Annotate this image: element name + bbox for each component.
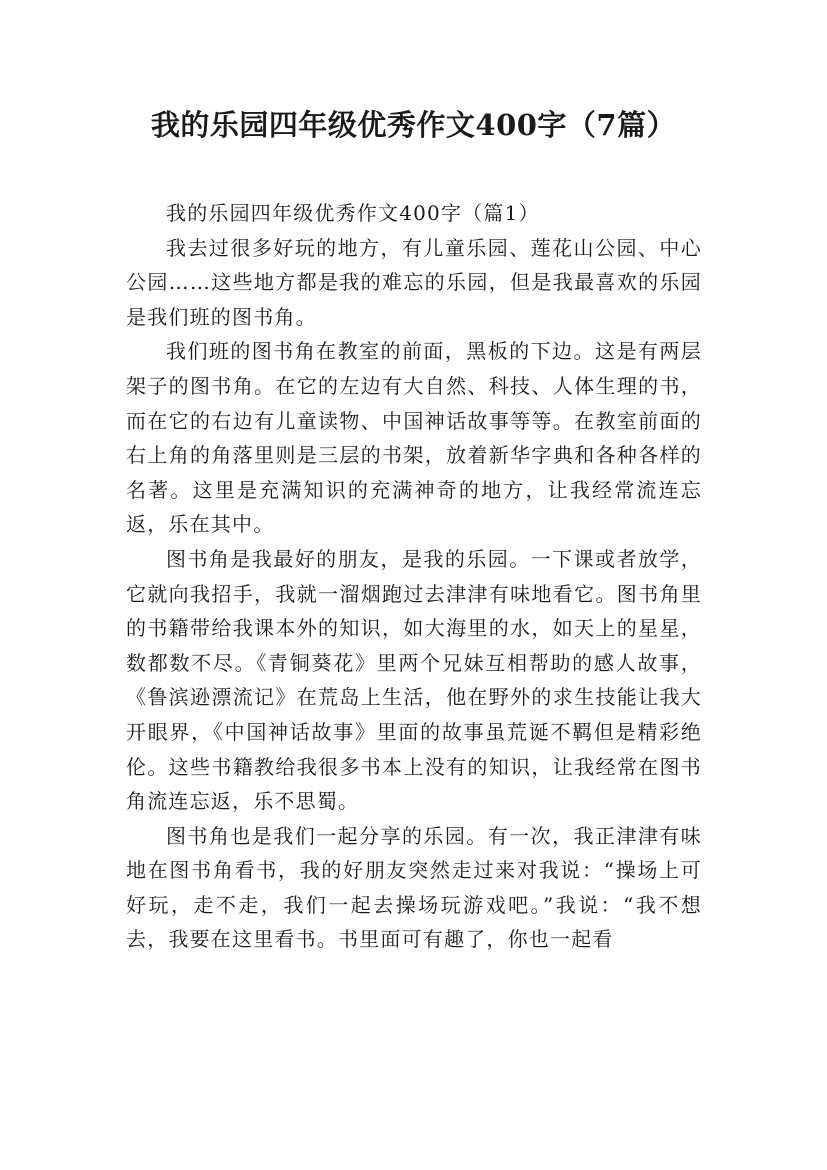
document-title: 我的乐园四年级优秀作文400字（7篇） xyxy=(150,108,677,142)
paragraph-4: 图书角也是我们一起分享的乐园。有一次，我正津津有味地在图书角看书，我的好朋友突然走过来对我说：“操场上可好玩，走不走，我们一起去操场玩游戏吧。”我说：“我不想去，我要在这里看书。书里面可有趣了，你也一起看 xyxy=(126,823,702,952)
paragraph-2: 我们班的图书角在教室的前面，黑板的下边。这是有两层架子的图书角。在它的左边有大自然、科技、人体生理的书，而在它的右边有儿童读物、中国神话故事等等。在教室前面的右上角的角落里则是三层的书架，放着新华字典和各种各样的名著。这里是充满知识的充满神奇的地方，让我经常流连忘返，乐在其中。 xyxy=(126,339,702,537)
article-subtitle: 我的乐园四年级优秀作文400字（篇1） xyxy=(166,201,540,225)
paragraph-1: 我去过很多好玩的地方，有儿童乐园、莲花山公园、中心公园……这些地方都是我的难忘的乐园，但是我最喜欢的乐园是我们班的图书角。 xyxy=(126,235,702,329)
article-body xyxy=(126,196,702,957)
paragraph-3: 图书角是我最好的朋友，是我的乐园。一下课或者放学，它就向我招手，我就一溜烟跑过去津津有味地看它。图书角里的书籍带给我课本外的知识，如大海里的水，如天上的星星，数都数不尽。《青铜葵花》里两个兄妹互相帮助的感人故事，《鲁滨逊漂流记》在荒岛上生活，他在野外的求生技能让我大开眼界，《中国神话故事》里面的故事虽荒诞不羁但是精彩绝伦。这些书籍教给我很多书本上没有的知识，让我经常在图书角流连忘返，乐不思蜀。 xyxy=(126,546,702,814)
